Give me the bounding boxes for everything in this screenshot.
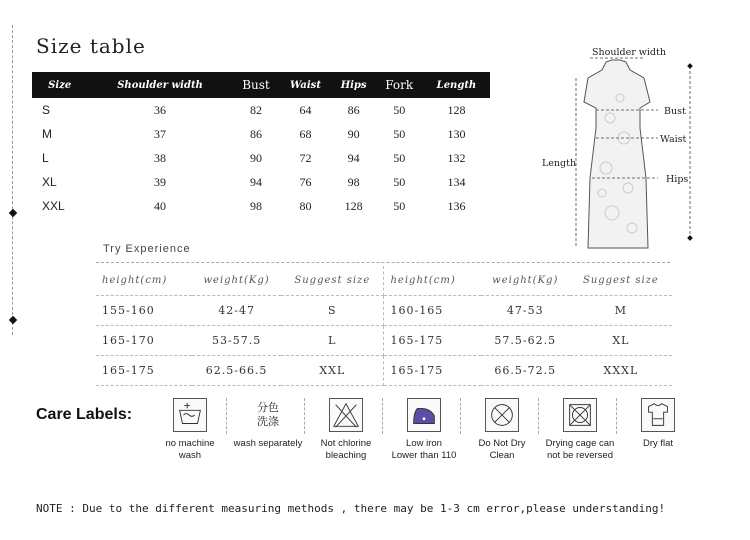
header-waist: Waist [279,72,331,98]
care-label-item [462,398,542,462]
care-label-item [150,398,230,462]
size-cell: 128 [344,198,363,213]
try-header-height-2: height(cm) [384,266,481,296]
size-cell: 86 [249,126,262,141]
care-divider [304,398,305,434]
care-labels-title: Care Labels: [36,406,133,423]
label-waist: Waist [660,134,687,145]
size-cell: 98 [347,174,360,189]
size-cell: 132 [447,150,466,165]
try-cell: 42-47 [192,296,281,326]
dry-flat-icon [641,398,675,432]
size-cell: 80 [299,198,312,213]
size-cell: 37 [154,126,167,141]
care-label-item [540,398,620,462]
size-cell: 134 [447,174,466,189]
page-title: Size table [36,34,146,58]
size-cell: 40 [154,198,167,213]
do-not-dry-clean-icon [485,398,519,432]
size-cell: S [42,103,51,117]
try-cell: 57.5-62.5 [481,326,570,356]
try-cell: 47-53 [481,296,570,326]
try-row [96,356,672,386]
try-header-row [96,266,672,296]
header-size: Size [32,72,87,98]
size-cell: L [42,151,49,165]
size-cell: 38 [154,150,167,165]
size-cell: 36 [154,102,167,117]
care-label-caption: no machine wash [165,438,215,461]
low-iron-icon [407,398,441,432]
care-label-caption: Drying cage can not be reversed [545,438,615,461]
no-machine-wash-icon [173,398,207,432]
size-table [32,72,490,218]
care-label-item [618,398,698,450]
care-label-item [306,398,386,462]
size-cell: 68 [299,126,312,141]
size-cell: 50 [393,126,406,141]
try-row [96,326,672,356]
header-fork: Fork [376,72,423,98]
try-row [96,296,672,326]
diamond-marker [9,316,17,324]
care-label-caption: Low iron Lower than 110 [391,438,457,461]
care-label-caption: wash separately [233,438,303,449]
size-row [32,194,490,218]
measurement-note: NOTE : Due to the different measuring methods , there may be 1-3 cm error,please understanding! [36,502,666,515]
label-shoulder: Shoulder width [592,47,666,58]
try-header-weight-2: weight(Kg) [481,266,570,296]
size-cell: 50 [393,102,406,117]
size-cell: 86 [347,102,360,117]
wash-separately-icon [251,398,285,432]
care-label-item [228,398,308,450]
size-cell: 98 [249,198,262,213]
care-labels-row [150,398,710,478]
try-experience-label: Try Experience [103,243,191,255]
size-table-header [32,72,490,98]
size-row [32,122,490,146]
try-cell: 165-175 [384,356,481,386]
try-cell: 160-165 [384,296,481,326]
wash-separately-text: 分色 洗涤 [257,401,279,428]
try-cell: XL [570,326,672,356]
size-cell: 94 [347,150,360,165]
size-cell: 90 [347,126,360,141]
dress-measurement-figure [540,38,750,270]
try-cell: M [570,296,672,326]
size-cell: 90 [249,150,262,165]
header-shoulder: Shoulder width [87,72,232,98]
size-cell: 64 [299,102,312,117]
size-cell: XL [42,175,57,189]
size-cell: 136 [447,198,466,213]
diamond-marker [9,209,17,217]
dress-silhouette-icon [584,60,650,248]
size-cell: 128 [447,102,466,117]
try-header-height: height(cm) [96,266,192,296]
care-label-caption: Do Not Dry Clean [478,438,526,461]
care-divider [226,398,227,434]
try-cell: 165-175 [96,356,192,386]
try-cell: 155-160 [96,296,192,326]
try-cell: 165-175 [384,326,481,356]
care-divider [538,398,539,434]
size-cell: 50 [393,198,406,213]
size-cell: 72 [299,150,312,165]
size-cell: 94 [249,174,262,189]
try-cell: L [281,326,384,356]
header-hips: Hips [332,72,376,98]
label-length: Length [542,158,577,169]
size-cell: 39 [154,174,167,189]
left-guide-line [12,25,13,335]
care-divider [382,398,383,434]
size-row [32,146,490,170]
care-divider [616,398,617,434]
no-drying-cage-icon [563,398,597,432]
header-bust: Bust [233,72,280,98]
try-header-suggest: Suggest size [281,266,384,296]
label-bust: Bust [664,106,686,117]
care-label-caption: Not chlorine bleaching [320,438,372,461]
size-row [32,98,490,122]
try-cell: 165-170 [96,326,192,356]
try-experience-divider [96,262,670,263]
try-header-suggest-2: Suggest size [570,266,672,296]
size-cell: 50 [393,150,406,165]
size-cell: 130 [447,126,466,141]
try-cell: S [281,296,384,326]
size-cell: 50 [393,174,406,189]
size-cell: XXL [42,199,65,213]
care-divider [460,398,461,434]
size-row [32,170,490,194]
try-cell: 66.5-72.5 [481,356,570,386]
size-cell: 82 [249,102,262,117]
label-hips: Hips [666,174,689,185]
try-experience-table [96,266,672,386]
no-chlorine-bleach-icon [329,398,363,432]
care-label-item [384,398,464,462]
try-cell: XXXL [570,356,672,386]
try-cell: XXL [281,356,384,386]
size-cell: 76 [299,174,312,189]
header-length: Length [423,72,490,98]
try-cell: 53-57.5 [192,326,281,356]
size-cell: M [42,127,52,141]
try-header-weight: weight(Kg) [192,266,281,296]
care-label-caption: Dry flat [642,438,674,449]
try-cell: 62.5-66.5 [192,356,281,386]
